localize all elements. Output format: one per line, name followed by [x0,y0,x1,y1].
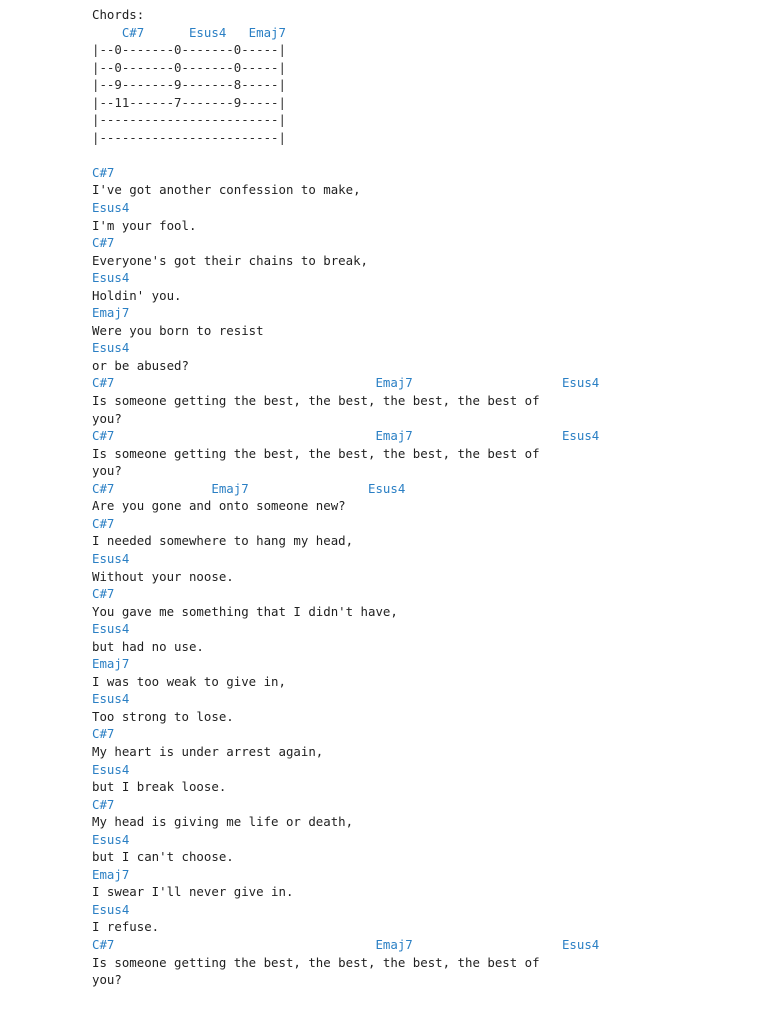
chord-line: C#7 [92,726,115,742]
lyric-line: Were you born to resist [92,322,264,338]
tab-line: |--0-------0-------0-----| [92,59,286,75]
chord-line: Esus4 [92,200,130,216]
chord-sheet [92,6,752,989]
chord-line: C#7 Emaj7 Esus4 [92,936,600,952]
chord-line: Esus4 [92,270,130,286]
chord-line: Esus4 [92,550,130,566]
lyric-line: I refuse. [92,919,160,935]
lyric-line: Everyone's got their chains to break, [92,252,369,268]
chord-line: Esus4 [92,340,130,356]
chord-line: Emaj7 [92,305,130,321]
chord-line: C#7 Emaj7 Esus4 [92,375,600,391]
lyric-line: I've got another confession to make, [92,182,361,198]
chord-line: Esus4 [92,901,130,917]
chord-line: C#7 [92,235,115,251]
chord-line: Esus4 [92,621,130,637]
lyric-line: Are you gone and onto someone new? [92,498,346,514]
lyric-line: I needed somewhere to hang my head, [92,533,354,549]
lyric-line: You gave me something that I didn't have, [92,603,398,619]
lyric-line: I'm your fool. [92,217,197,233]
chord-line: Esus4 [92,761,130,777]
lyric-line: My heart is under arrest again, [92,743,324,759]
lyric-line: you? [92,463,122,479]
chord-line: Esus4 [92,691,130,707]
lyric-line: but had no use. [92,638,204,654]
lyric-line: I swear I'll never give in. [92,884,294,900]
blank-line [92,146,752,164]
chord-line: C#7 [92,515,115,531]
tab-line: |------------------------| [92,129,286,145]
tab-line: |--0-------0-------0-----| [92,42,286,58]
tab-line: |--9-------9-------8-----| [92,77,286,93]
lyric-line: My head is giving me life or death, [92,814,354,830]
tab-line: |------------------------| [92,112,286,128]
lyric-line: Is someone getting the best, the best, the best, the best of [92,445,540,461]
lyric-line: but I can't choose. [92,849,234,865]
chord-line: C#7 [92,586,115,602]
chord-line: Esus4 [92,831,130,847]
lyric-line: or be abused? [92,357,189,373]
lyric-line: Too strong to lose. [92,708,234,724]
tab-line: |--11------7-------9-----| [92,94,286,110]
chord-line: C#7 [92,164,115,180]
chord-line: C#7 Emaj7 Esus4 [92,480,406,496]
lyric-line: Is someone getting the best, the best, the best, the best of [92,954,540,970]
lyric-line: I was too weak to give in, [92,673,286,689]
lyric-line: Holdin' you. [92,287,182,303]
lyric-line: you? [92,972,122,988]
chord-line: C#7 Emaj7 Esus4 [92,428,600,444]
lyric-line: Is someone getting the best, the best, the best, the best of [92,393,540,409]
chord-line: C#7 [92,796,115,812]
lyric-line: but I break loose. [92,779,227,795]
chord-line: Emaj7 [92,656,130,672]
lyric-line: Chords: [92,7,145,22]
chord-line: Emaj7 [92,866,130,882]
chord-line: C#7 Esus4 Emaj7 [92,24,286,40]
lyric-line: Without your noose. [92,568,234,584]
lyric-line: you? [92,410,122,426]
